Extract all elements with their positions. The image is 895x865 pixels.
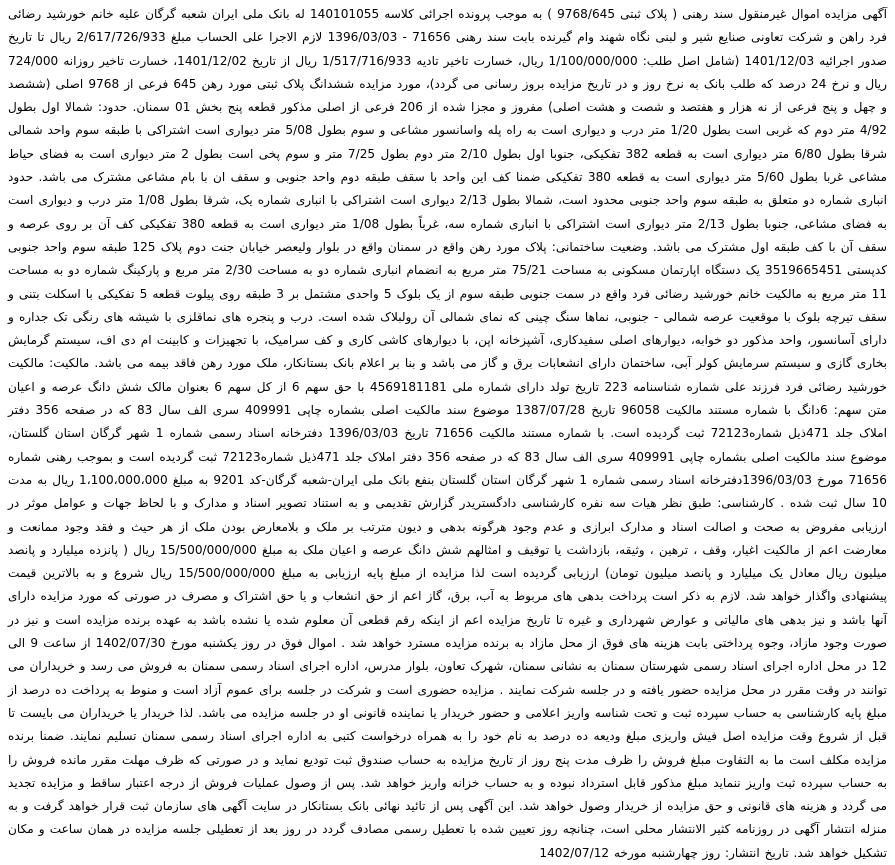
auction-notice-text: آگهی مزایده اموال غیرمنقول سند رهنی ( پلاک ثبتی 9768/645 ) به موجب پرونده اجرائی کلاسه 140101055 له بانک ملی ایران شعبه گرگان علیه خانم خورشید رضائی فرد راهن و شرکت تعاونی صنایع شیر و لبنی نگاه شهند وام گیرنده بابت سند رهنی 71656 - 1396/03/03 لازم الاجرا علی الحساب مبلغ 2/617/726/933 ریال تا تاریخ صدور اجرائیه 1401/12/03 (شامل اصل طلب: 1/100/000/000 ریال، خسارت تاخیر تادیه 1/517/716/933 ریال از تاریخ 1401/12/02، خسارت تاخیر روزانه 724/000 ریال و نرخ 24 درصد که طلب بانک به نرخ روز و در تاریخ مزایده بروز رسانی می گردد)، مورد مزایده ششدانگ پلاک ثبتی مورد رهن 645 فرعی از 9768 اصلی (ششصد و چهل و پنج فرعی از نه هزار و هفتصد و شصت و هشت اصلی) مفروز و مجزا شده از 206 فرعی از اصلی مذکور قطعه پنج بخش 01 سمنان. حدود: شمالا اول بطول 4/92 متر دوم که غربی است بطول 1/20 متر درب و دیواری است به راه پله واسانسور مشاعی و سوم بطول 5/08 متر دیواری است اشتراکی با طبقه سوم واحد شمالی شرقا بطول 6/80 متر دیواری است به قطعه 382 تفکیکی، جنوبا اول بطول 2/10 متر دوم بطول 7/25 متر و سوم پخی است بطول 2 متر دیواری است به فضای حیاط مشاعی غربا بطول 5/60 متر دیواری است به قطعه 380 تفکیکی ضمنا کف این واحد با سقف طبقه دوم واحد جنوبی و سقف ان با بام مشاعی مشترک می باشد. حدود انباری شماره دو متعلق به طبقه سوم واحد جنوبی محدود است، شمالا بطول 2/13 دیواری است اشتراکی با انباری شماره یک، شرقا بطول 1/08 متر درب و دیواری است به فضای مشاعی، جنوبا بطول 2/13 متر دیواری است اشتراکی با انباری شماره سه، غرباً بطول 1/08 متر دیواری است به قطعه 380 تفکیکی کف آن بر روی عرصه و سقف آن با کف طبقه اول مشترک می باشد. وضعیت ساختمانی: پلاک مورد رهن واقع در سمنان واقع در بلوار ولیعصر خیابان جنت دوم پلاک 125 طبقه سوم واحد جنوبی کدپستی 3519665451 یک دستگاه اپارتمان مسکونی به مساحت 75/21 متر مربع به انضمام انباری شماره دو به مساحت 2/30 متر مربع و پارکینگ شماره دو به مساحت 11 متر مربع به مالکیت خانم خورشید رضائی فرد واقع در سمت جنوبی طبقه سوم از یک بلوک 5 واحدی مشتمل بر 3 طبقه روی پیلوت قطعه 5 تفکیکی با اسکلت بتنی و سقف تیرچه بلوک با موقعیت عرصه شمالی - جنوبی، نماها سنگ چینی که نمای شمالی آن رولبلاک شده است. درب و پنجره های نماقلزی با شیشه های رنگی تک جداره و دارای آسانسور، واحد مذکور دو خوابه، دیوارهای اصلی سفیدکاری، آشپزخانه اپن، با دیوارهای کاشی کاری و کف سرامیک، با تجهیزات و کابینت ام دی اف، سیستم گرمایش بخاری گازی و سیستم سرمایش کولر آبی، ساختمان دارای انشعابات برق و گاز می باشد و بنا بر اعلام بانک بستانکار، ملک مورد رهن فاقد بیمه می باشد. مالکیت: مالکیت خورشید رضائی فرد فرزند علی شماره شناسنامه 223 تاریخ تولد دارای شماره ملی 4569181181 با حق سهم 6 از کل سهم 6 بعنوان مالک شش دانگ عرصه و اعیان متن سهم: 6دانگ با شماره مستند مالکیت 96058 تاریخ 1387/07/28 موضوع سند مالکیت اصلی بشماره چاپی 409991 سری الف سال 83 که در صفحه 356 دفتر املاک جلد 471ذیل شماره72123 ثبت گردیده است. با شماره مستند مالکیت 71656 تاریخ 1396/03/03 دفترخانه اسناد رسمی شماره 1 شهر گرگان استان گلستان، موضوع سند مالکیت اصلی بشماره چاپی 409991 سری الف سال 83 که در صفحه 356 دفتر املاک جلد 471ذیل شماره72123 ثبت گردیده است و بموجب رهنی شماره 71656 مورخ 1396/03/03دفترخانه اسناد رسمی شماره 1 شهر گرگان استان گلستان بنفع بانک ملی ایران-شعبه گرگان-کد 9201 به مبلغ 1،100،000،000 ریال به مدت 10 سال ثبت شده . کارشناسی: طبق نظر هیات سه نفره کارشناسی دادگستریدر گزارش تقدیمی و به استناد تصویر اسناد و مدارک و با لحاظ جهات و عوامل موثر در ارزیابی مفروض به صحت و اصالت اسناد و مدارک ابرازی و عدم وجود هرگونه بدهی و دیون مترتب بر ملک و بلامعارض بودن ملک از هر حیث و فقد وجود ممانعت و معارضت اعم از مالکیت اغیار، وقف ، ترهین ، وثیقه، بازداشت یا توقیف و امثالهم شش دانگ عرصه و اعیان ملک به مبلغ 15/500/000/000 ریال ( پانزده میلیارد و پانصد میلیون ریال معادل یک میلیارد و پانصد میلیون تومان) ارزیابی گردیده است لذا مزایده از مبلغ پایه ارزیابی به مبلغ 15/500/000/000 ریال شروع و به بالاترین قیمت پیشنهادی واگذار خواهد شد. لازم به ذکر است پرداخت بدهی های مربوط به آب، برق، گاز اعم از حق انشعاب و یا حق اشتراک و مصرف در صورتی که مورد مزایده دارای آنها باشد و نیز بدهی های مالیاتی و عوارض شهرداری و غیره تا تاریخ مزایده اعم از اینکه رقم قطعی آن معلوم شده یا نشده باشد به عهده برنده مزایده است و نیز در صورت وجود مازاد، وجوه پرداختی بابت هزینه های فوق از محل مازاد به برنده مزایده مسترد خواهد شد . اموال فوق در روز یکشنبه مورخ 1402/07/30 از ساعت 9 الی 12 در محل اداره اجرای اسناد رسمی شهرستان سمنان به نشانی سمنان، شهرک تعاون، بلوار مدرس، اداره اجرای اسناد رسمی سمنان به فروش می رسد و خریداران می توانند در وقت مقرر در محل مزایده حضور یافته و در جلسه شرکت نمایند . مزایده حضوری است و شرکت در جلسه برای عموم آزاد است و منوط به پرداخت ده درصد از مبلغ پایه کارشناسی به حساب سپرده ثبت و تحت شناسه واریز اعلامی و حضور خریدار یا نماینده قانونی او در جلسه مزایده می باشد. لذا خریدار یا خریداران می بایست تا قبل از شروع وقت مزایده اصل فیش واریزی مبلغ ودیعه ده درصد به نام خود را به همراه درخواست کتبی به اداره اجرای اسناد رسمی سمنان تسلیم نمایند. ضمنا برنده مزایده مکلف است ما به التفاوت مبلغ فروش را ظرف مدت پنج روز از تاریخ مزایده به حساب صندوق ثبت تودیع نماید و در صورتی که ظرف مهلت مقرر مانده فروش را به حساب سپرده ثبت واریز ننماید مبلغ مذکور قابل استرداد نبوده و به حساب خزانه واریز خواهد شد. پس از وصول عملیات فروش از درجه اعتبار ساقط و مزایده تجدید می گردد و هزینه های قانونی و حق مزایده از خریدار وصول خواهد شد. این آگهی پس از تائید نهائی بانک بستانکار در سایت آگهی های سازمان ثبت قرار خواهد گرفت و به منزله انتشار آگهی در روزنامه کثیر الانتشار محلی است، چنانچه روز تعیین شده با تعطیل رسمی مصادف گردد در روز بعد از تعطیلی جلسه مزایده در همان ساعت و مکان تشکیل خواهد شد. تاریخ انتشار: روز چهارشنبه مورخه 1402/07/12 [8,7,888,860]
